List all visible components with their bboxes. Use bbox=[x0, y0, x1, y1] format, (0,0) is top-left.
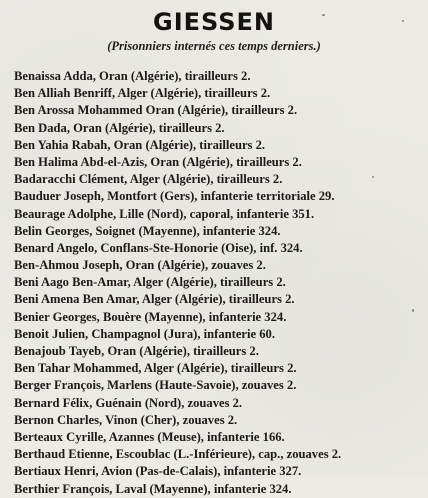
list-item: Beni Aago Ben-Amar, Alger (Algérie), tirailleurs 2. bbox=[14, 275, 286, 290]
list-item: Ben Alliah Benriff, Alger (Algérie), tirailleurs 2. bbox=[14, 86, 271, 101]
list-item: Bernon Charles, Vinon (Cher), zouaves 2. bbox=[14, 412, 238, 427]
list-item: Badaracchi Clément, Alger (Algérie), tirailleurs 2. bbox=[14, 172, 283, 187]
list-item: Beaurage Adolphe, Lille (Nord), caporal, infanterie 351. bbox=[14, 206, 315, 221]
ink-speck bbox=[412, 309, 414, 312]
prisoner-list bbox=[14, 68, 426, 498]
list-item: Ben-Ahmou Joseph, Oran (Algérie), zouaves 2. bbox=[14, 258, 266, 273]
ink-speck bbox=[372, 176, 374, 178]
list-item: Ben Arossa Mohammed Oran (Algérie), tirailleurs 2. bbox=[14, 103, 298, 118]
list-item: Berteaux Cyrille, Azannes (Meuse), infanterie 166. bbox=[14, 429, 285, 444]
list-item: Bertiaux Henri, Avion (Pas-de-Calais), infanterie 327. bbox=[14, 464, 302, 479]
list-item: Ben Yahia Rabah, Oran (Algérie), tirailleurs 2. bbox=[14, 137, 266, 152]
list-item: Ben Dada, Oran (Algérie), tirailleurs 2. bbox=[14, 120, 225, 135]
list-item: Belin Georges, Soignet (Mayenne), infanterie 324. bbox=[14, 223, 281, 238]
list-item: Benier Georges, Bouère (Mayenne), infanterie 324. bbox=[14, 309, 287, 324]
list-item: Beni Amena Ben Amar, Alger (Algérie), tirailleurs 2. bbox=[14, 292, 295, 307]
page-title: GIESSEN bbox=[153, 8, 275, 36]
list-item: Benajoub Tayeb, Oran (Algérie), tirailleurs 2. bbox=[14, 344, 259, 358]
list-item: Berthaud Etienne, Escoublac (L.-Inférieure), cap., zouaves 2. bbox=[14, 447, 342, 462]
list-item: Ben Tahar Mohammed, Alger (Algérie), tirailleurs 2. bbox=[14, 361, 297, 376]
list-item: Bauduer Joseph, Montfort (Gers), infanterie territoriale 29. bbox=[14, 189, 335, 204]
list-item: Berthier François, Laval (Mayenne), infanterie 324. bbox=[14, 481, 292, 496]
list-item: Berger François, Marlens (Haute-Savoie), zouaves 2. bbox=[14, 378, 297, 393]
ink-speck bbox=[402, 20, 404, 22]
ink-speck bbox=[322, 14, 325, 16]
list-item: Bernard Félix, Guénain (Nord), zouaves 2. bbox=[14, 395, 243, 410]
list-item: Benard Angelo, Conflans-Ste-Honorie (Oise), inf. 324. bbox=[14, 240, 303, 255]
list-item: Benaissa Adda, Oran (Algérie), tirailleurs 2. bbox=[14, 69, 251, 83]
list-item: Benoit Julien, Champagnol (Jura), infanterie 60. bbox=[14, 326, 275, 341]
page-subtitle: (Prisonniers internés ces temps derniers.) bbox=[107, 39, 321, 53]
list-item: Ben Halima Abd-el-Azis, Oran (Algérie), tirailleurs 2. bbox=[14, 154, 302, 169]
